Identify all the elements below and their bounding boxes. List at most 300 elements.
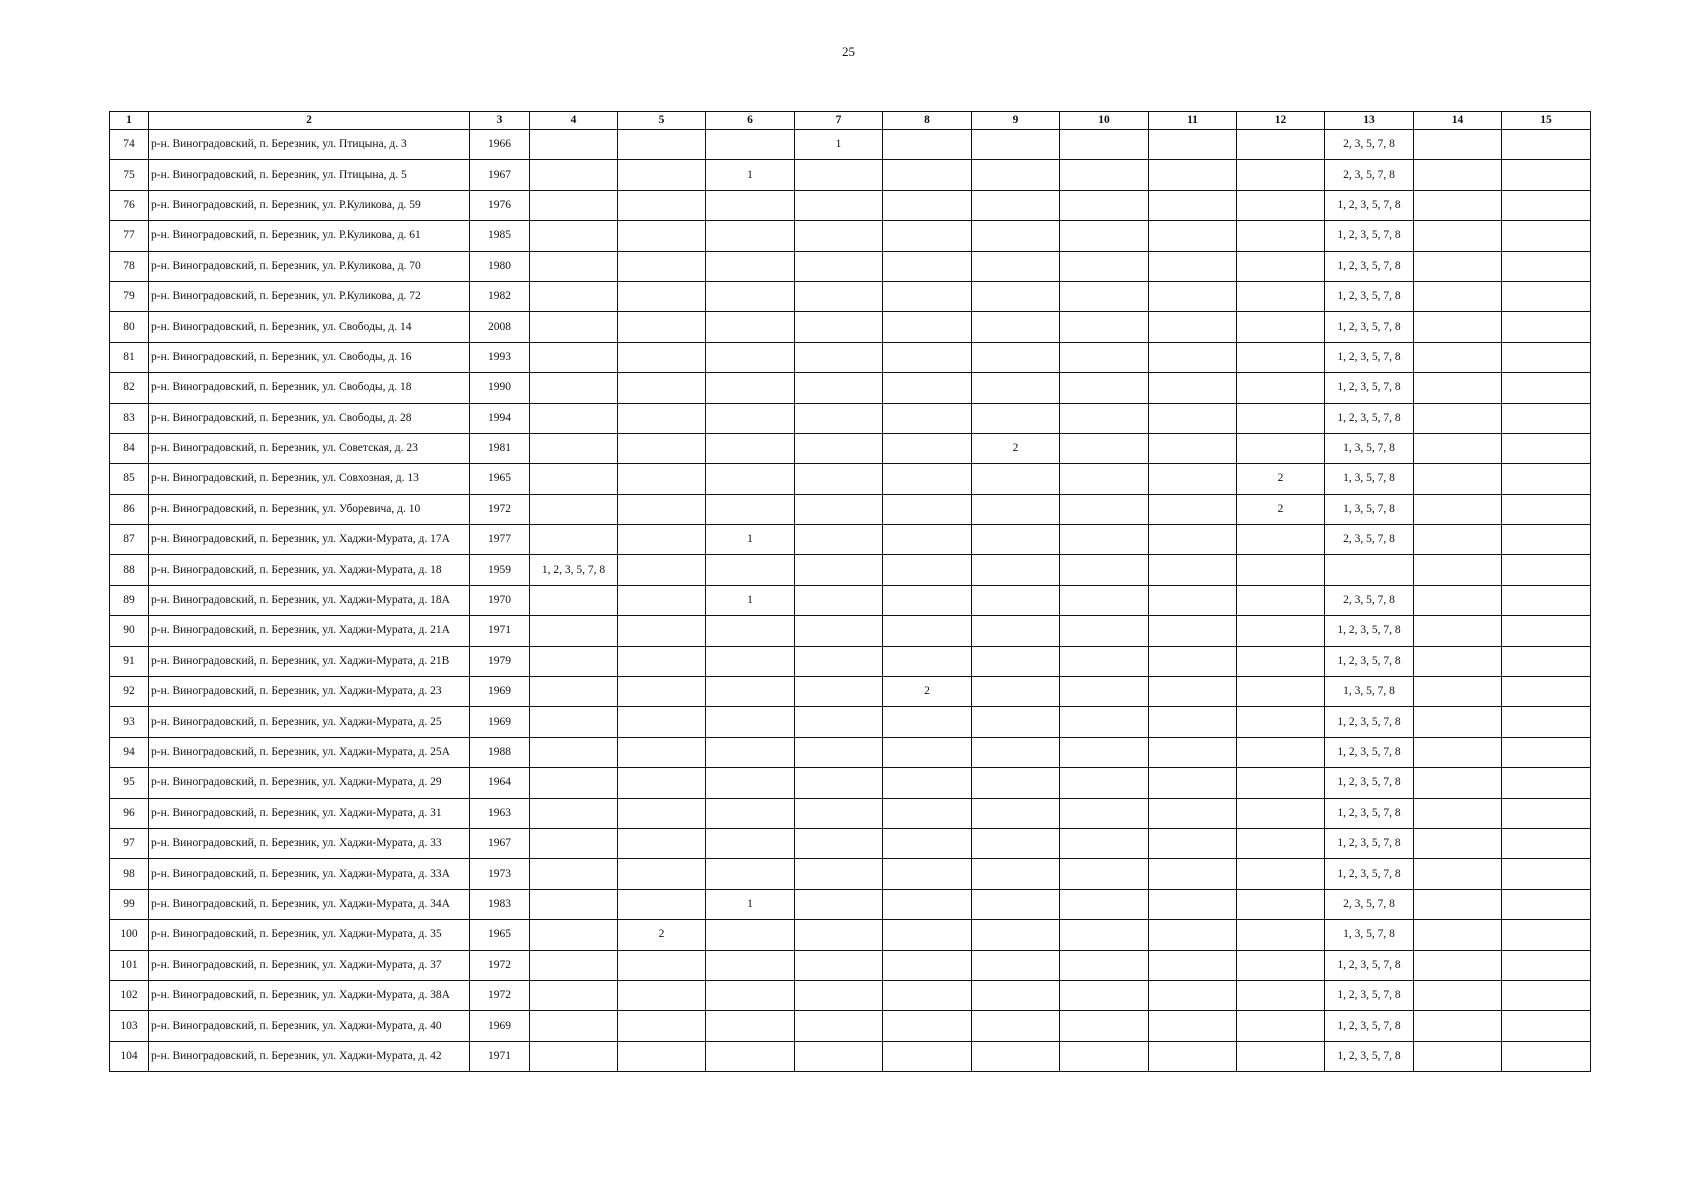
table-cell: 2 [1237, 494, 1325, 524]
table-cell [706, 373, 795, 403]
table-cell [883, 403, 972, 433]
table-cell [1149, 980, 1237, 1010]
table-cell: 1, 3, 5, 7, 8 [1325, 677, 1414, 707]
table-cell [706, 677, 795, 707]
table-cell [1149, 433, 1237, 463]
table-cell [1414, 828, 1502, 858]
table-cell [1414, 585, 1502, 615]
table-cell [1502, 433, 1591, 463]
table-cell [1502, 889, 1591, 919]
table-cell: 78 [110, 251, 149, 281]
table-cell [1502, 980, 1591, 1010]
table-cell [618, 433, 706, 463]
table-row [110, 677, 1591, 707]
table-cell: 1990 [470, 373, 530, 403]
table-cell [1237, 555, 1325, 585]
table-cell [1060, 859, 1149, 889]
table-cell [883, 920, 972, 950]
table-cell [1149, 464, 1237, 494]
table-cell [1502, 950, 1591, 980]
table-cell [1149, 251, 1237, 281]
table-cell [706, 403, 795, 433]
address-cell: р-н. Виноградовский, п. Березник, ул. Хаджи-Мурата, д. 40 [149, 1011, 470, 1041]
column-header-1: 1 [110, 112, 149, 130]
table-cell [618, 616, 706, 646]
table-cell [530, 342, 618, 372]
table-cell: 1, 2, 3, 5, 7, 8 [1325, 403, 1414, 433]
table-cell: 1, 2, 3, 5, 7, 8 [1325, 859, 1414, 889]
table-cell [618, 707, 706, 737]
table-cell: 87 [110, 525, 149, 555]
address-cell: р-н. Виноградовский, п. Березник, ул. Хаджи-Мурата, д. 34А [149, 889, 470, 919]
table-cell [530, 585, 618, 615]
table-cell [1149, 798, 1237, 828]
table-cell [1414, 281, 1502, 311]
table-cell [618, 342, 706, 372]
table-cell [1237, 677, 1325, 707]
table-cell [795, 555, 883, 585]
table-cell: 82 [110, 373, 149, 403]
table-cell [706, 555, 795, 585]
table-cell [530, 768, 618, 798]
table-cell [1414, 798, 1502, 828]
table-cell [883, 312, 972, 342]
table-cell [1502, 251, 1591, 281]
table-cell [530, 312, 618, 342]
table-cell [883, 221, 972, 251]
table-cell [618, 828, 706, 858]
table-cell [972, 646, 1060, 676]
table-row [110, 251, 1591, 281]
table-cell [530, 737, 618, 767]
table-cell [618, 677, 706, 707]
table-cell: 1, 2, 3, 5, 7, 8 [1325, 950, 1414, 980]
table-cell: 1971 [470, 1041, 530, 1071]
table-cell: 1 [706, 889, 795, 919]
table-cell [972, 737, 1060, 767]
table-cell: 104 [110, 1041, 149, 1071]
table-cell [1502, 859, 1591, 889]
table-cell: 1982 [470, 281, 530, 311]
table-cell [1060, 281, 1149, 311]
table-cell: 1980 [470, 251, 530, 281]
table-cell [1149, 828, 1237, 858]
table-cell [706, 464, 795, 494]
table-row [110, 920, 1591, 950]
table-cell [1149, 1041, 1237, 1071]
table-cell [530, 281, 618, 311]
table-cell [795, 160, 883, 190]
table-cell [530, 828, 618, 858]
table-cell: 92 [110, 677, 149, 707]
table-cell [883, 494, 972, 524]
table-cell [795, 342, 883, 372]
table-cell [1060, 433, 1149, 463]
page-number: 25 [842, 44, 855, 59]
table-cell: 81 [110, 342, 149, 372]
table-cell: 80 [110, 312, 149, 342]
table-cell [972, 464, 1060, 494]
table-cell: 1970 [470, 585, 530, 615]
table-cell: 1969 [470, 677, 530, 707]
table-cell: 1983 [470, 889, 530, 919]
table-cell [618, 555, 706, 585]
address-cell: р-н. Виноградовский, п. Березник, ул. Хаджи-Мурата, д. 33 [149, 828, 470, 858]
table-cell [530, 1011, 618, 1041]
table-cell [530, 433, 618, 463]
address-cell: р-н. Виноградовский, п. Березник, ул. Р.Куликова, д. 61 [149, 221, 470, 251]
table-cell [1060, 464, 1149, 494]
table-cell: 2, 3, 5, 7, 8 [1325, 889, 1414, 919]
table-cell [972, 373, 1060, 403]
table-cell [530, 646, 618, 676]
table-cell: 77 [110, 221, 149, 251]
table-cell: 1988 [470, 737, 530, 767]
table-cell [706, 312, 795, 342]
table-cell [530, 950, 618, 980]
table-cell [1060, 221, 1149, 251]
table-cell [1237, 160, 1325, 190]
table-row [110, 616, 1591, 646]
header-row [110, 112, 1591, 130]
table-cell [1502, 555, 1591, 585]
table-cell: 1969 [470, 1011, 530, 1041]
table-cell [618, 251, 706, 281]
table-cell [1237, 828, 1325, 858]
table-cell: 1, 2, 3, 5, 7, 8 [1325, 373, 1414, 403]
table-cell: 1, 2, 3, 5, 7, 8 [1325, 342, 1414, 372]
table-cell [530, 1041, 618, 1071]
address-cell: р-н. Виноградовский, п. Березник, ул. Хаджи-Мурата, д. 18 [149, 555, 470, 585]
table-cell [530, 980, 618, 1010]
table-cell [1060, 403, 1149, 433]
housing-register-table [109, 111, 1591, 1072]
table-cell [1414, 616, 1502, 646]
address-cell: р-н. Виноградовский, п. Березник, ул. Уборевича, д. 10 [149, 494, 470, 524]
table-cell: 1, 2, 3, 5, 7, 8 [1325, 616, 1414, 646]
table-cell [1237, 433, 1325, 463]
table-cell [1237, 130, 1325, 160]
table-cell: 1, 2, 3, 5, 7, 8 [1325, 980, 1414, 1010]
table-cell [530, 677, 618, 707]
table-cell [618, 646, 706, 676]
table-cell [1237, 889, 1325, 919]
column-header-12: 12 [1237, 112, 1325, 130]
table-cell [618, 281, 706, 311]
table-cell [972, 798, 1060, 828]
table-cell [618, 312, 706, 342]
table-cell: 1976 [470, 190, 530, 220]
table-cell [1060, 585, 1149, 615]
table-cell [1414, 1011, 1502, 1041]
table-cell [883, 373, 972, 403]
table-cell [795, 646, 883, 676]
table-cell [706, 221, 795, 251]
table-cell: 1, 2, 3, 5, 7, 8 [1325, 828, 1414, 858]
table-cell [883, 980, 972, 1010]
table-cell [1237, 190, 1325, 220]
table-cell [1414, 160, 1502, 190]
table-cell: 1977 [470, 525, 530, 555]
table-cell [1237, 342, 1325, 372]
table-row [110, 828, 1591, 858]
table-cell: 1, 2, 3, 5, 7, 8 [1325, 646, 1414, 676]
table-cell: 1985 [470, 221, 530, 251]
table-cell: 1, 2, 3, 5, 7, 8 [1325, 221, 1414, 251]
table-cell [795, 707, 883, 737]
table-cell [972, 494, 1060, 524]
table-cell: 83 [110, 403, 149, 433]
column-header-10: 10 [1060, 112, 1149, 130]
table-cell [1502, 312, 1591, 342]
table-cell: 89 [110, 585, 149, 615]
table-cell [883, 889, 972, 919]
table-cell [972, 677, 1060, 707]
table-cell [795, 464, 883, 494]
table-cell [706, 798, 795, 828]
table-cell [1060, 980, 1149, 1010]
table-cell: 79 [110, 281, 149, 311]
table-cell [530, 707, 618, 737]
table-cell [795, 221, 883, 251]
table-cell [972, 707, 1060, 737]
table-cell [530, 616, 618, 646]
table-cell [618, 494, 706, 524]
table-cell: 2 [1237, 464, 1325, 494]
table-row [110, 555, 1591, 585]
table-cell: 1972 [470, 494, 530, 524]
table-cell [795, 798, 883, 828]
table-cell [972, 920, 1060, 950]
table-cell [1149, 342, 1237, 372]
address-cell: р-н. Виноградовский, п. Березник, ул. Хаджи-Мурата, д. 31 [149, 798, 470, 828]
table-cell [795, 980, 883, 1010]
table-cell [883, 707, 972, 737]
table-cell [972, 251, 1060, 281]
table-cell [1149, 768, 1237, 798]
table-cell [1149, 677, 1237, 707]
table-cell [706, 130, 795, 160]
table-row [110, 525, 1591, 555]
table-cell: 76 [110, 190, 149, 220]
table-cell [883, 798, 972, 828]
table-row [110, 281, 1591, 311]
table-row [110, 768, 1591, 798]
table-cell [530, 494, 618, 524]
table-cell [1502, 464, 1591, 494]
table-cell [1502, 403, 1591, 433]
table-cell [883, 1011, 972, 1041]
table-cell [1237, 373, 1325, 403]
table-cell [1149, 920, 1237, 950]
table-cell: 1 [706, 585, 795, 615]
table-cell: 1973 [470, 859, 530, 889]
table-cell [1149, 160, 1237, 190]
address-cell: р-н. Виноградовский, п. Березник, ул. Хаджи-Мурата, д. 25 [149, 707, 470, 737]
table-cell [972, 403, 1060, 433]
table-cell [1060, 646, 1149, 676]
table-cell: 1, 3, 5, 7, 8 [1325, 464, 1414, 494]
table-cell: 2, 3, 5, 7, 8 [1325, 160, 1414, 190]
table-cell: 1, 2, 3, 5, 7, 8 [1325, 798, 1414, 828]
table-cell: 1, 2, 3, 5, 7, 8 [1325, 707, 1414, 737]
table-cell [1149, 525, 1237, 555]
table-cell [883, 950, 972, 980]
table-body [110, 130, 1591, 1072]
table-row [110, 160, 1591, 190]
table-cell: 93 [110, 707, 149, 737]
table-cell [1414, 1041, 1502, 1071]
table-cell [972, 859, 1060, 889]
table-cell [972, 342, 1060, 372]
table-cell: 2, 3, 5, 7, 8 [1325, 585, 1414, 615]
table-cell [795, 1041, 883, 1071]
address-cell: р-н. Виноградовский, п. Березник, ул. Свободы, д. 16 [149, 342, 470, 372]
table-cell [1414, 130, 1502, 160]
table-row [110, 342, 1591, 372]
table-cell [1502, 130, 1591, 160]
table-cell [795, 585, 883, 615]
table-cell [618, 160, 706, 190]
table-cell [1414, 251, 1502, 281]
table-cell [1502, 616, 1591, 646]
table-cell [883, 251, 972, 281]
table-cell: 1965 [470, 920, 530, 950]
table-cell [1237, 403, 1325, 433]
table-row [110, 221, 1591, 251]
table-cell [1149, 221, 1237, 251]
table-cell: 1, 2, 3, 5, 7, 8 [1325, 1041, 1414, 1071]
column-header-2: 2 [149, 112, 470, 130]
table-cell [883, 859, 972, 889]
table-cell: 1, 2, 3, 5, 7, 8 [530, 555, 618, 585]
table-cell [706, 737, 795, 767]
table-cell: 1, 3, 5, 7, 8 [1325, 433, 1414, 463]
table-cell [1414, 494, 1502, 524]
address-cell: р-н. Виноградовский, п. Березник, ул. Хаджи-Мурата, д. 21А [149, 616, 470, 646]
table-cell [1502, 1011, 1591, 1041]
table-cell: 1966 [470, 130, 530, 160]
table-cell: 1994 [470, 403, 530, 433]
table-cell [706, 1041, 795, 1071]
table-cell [1060, 1041, 1149, 1071]
table-cell [1502, 798, 1591, 828]
table-cell: 1 [706, 525, 795, 555]
table-cell [706, 920, 795, 950]
table-cell [1149, 707, 1237, 737]
column-header-8: 8 [883, 112, 972, 130]
table-cell [883, 1041, 972, 1071]
address-cell: р-н. Виноградовский, п. Березник, ул. Хаджи-Мурата, д. 29 [149, 768, 470, 798]
table-cell [1502, 768, 1591, 798]
table-cell [1414, 433, 1502, 463]
table-row [110, 403, 1591, 433]
table-cell [618, 464, 706, 494]
table-cell [1414, 920, 1502, 950]
table-cell: 2, 3, 5, 7, 8 [1325, 525, 1414, 555]
table-cell [795, 616, 883, 646]
table-cell [1414, 221, 1502, 251]
table-cell [1414, 464, 1502, 494]
table-cell [883, 281, 972, 311]
table-cell [1237, 221, 1325, 251]
table-cell [706, 707, 795, 737]
table-cell [972, 525, 1060, 555]
table-cell [1414, 403, 1502, 433]
table-cell [1060, 130, 1149, 160]
table-cell: 2 [972, 433, 1060, 463]
table-cell [530, 889, 618, 919]
table-cell [795, 859, 883, 889]
table-cell [1502, 920, 1591, 950]
table-cell: 88 [110, 555, 149, 585]
table-row [110, 1041, 1591, 1071]
table-cell [972, 889, 1060, 919]
table-cell [1502, 494, 1591, 524]
table-cell [1502, 342, 1591, 372]
table-cell [972, 950, 1060, 980]
table-cell [1149, 616, 1237, 646]
table-cell [795, 677, 883, 707]
table-cell [1502, 585, 1591, 615]
table-cell [1149, 859, 1237, 889]
table-cell: 1 [795, 130, 883, 160]
table-cell: 1967 [470, 828, 530, 858]
table-cell: 1, 3, 5, 7, 8 [1325, 494, 1414, 524]
table-cell [883, 342, 972, 372]
table-cell: 2, 3, 5, 7, 8 [1325, 130, 1414, 160]
table-cell [618, 585, 706, 615]
table-cell [1149, 130, 1237, 160]
table-cell [1149, 190, 1237, 220]
table-cell [1060, 555, 1149, 585]
table-cell: 98 [110, 859, 149, 889]
table-cell [1060, 920, 1149, 950]
table-cell [530, 160, 618, 190]
table-cell [1060, 373, 1149, 403]
column-header-6: 6 [706, 112, 795, 130]
column-header-14: 14 [1414, 112, 1502, 130]
table-cell: 101 [110, 950, 149, 980]
table-cell [1060, 342, 1149, 372]
table-cell: 1959 [470, 555, 530, 585]
table-cell [1149, 555, 1237, 585]
table-cell [1237, 950, 1325, 980]
table-cell [972, 828, 1060, 858]
table-cell [706, 251, 795, 281]
address-cell: р-н. Виноградовский, п. Березник, ул. Хаджи-Мурата, д. 38А [149, 980, 470, 1010]
table-cell [972, 221, 1060, 251]
table-cell [1414, 342, 1502, 372]
address-cell: р-н. Виноградовский, п. Березник, ул. Хаджи-Мурата, д. 23 [149, 677, 470, 707]
table-cell [1414, 889, 1502, 919]
table-cell [1502, 737, 1591, 767]
table-row [110, 130, 1591, 160]
table-cell [795, 312, 883, 342]
table-cell [972, 980, 1060, 1010]
table-cell [530, 798, 618, 828]
table-cell [972, 1041, 1060, 1071]
address-cell: р-н. Виноградовский, п. Березник, ул. Хаджи-Мурата, д. 25А [149, 737, 470, 767]
column-header-9: 9 [972, 112, 1060, 130]
table-cell [795, 494, 883, 524]
table-cell [1502, 281, 1591, 311]
column-header-15: 15 [1502, 112, 1591, 130]
table-cell [1237, 707, 1325, 737]
table-cell [1060, 707, 1149, 737]
table-row [110, 494, 1591, 524]
table-cell [1060, 737, 1149, 767]
